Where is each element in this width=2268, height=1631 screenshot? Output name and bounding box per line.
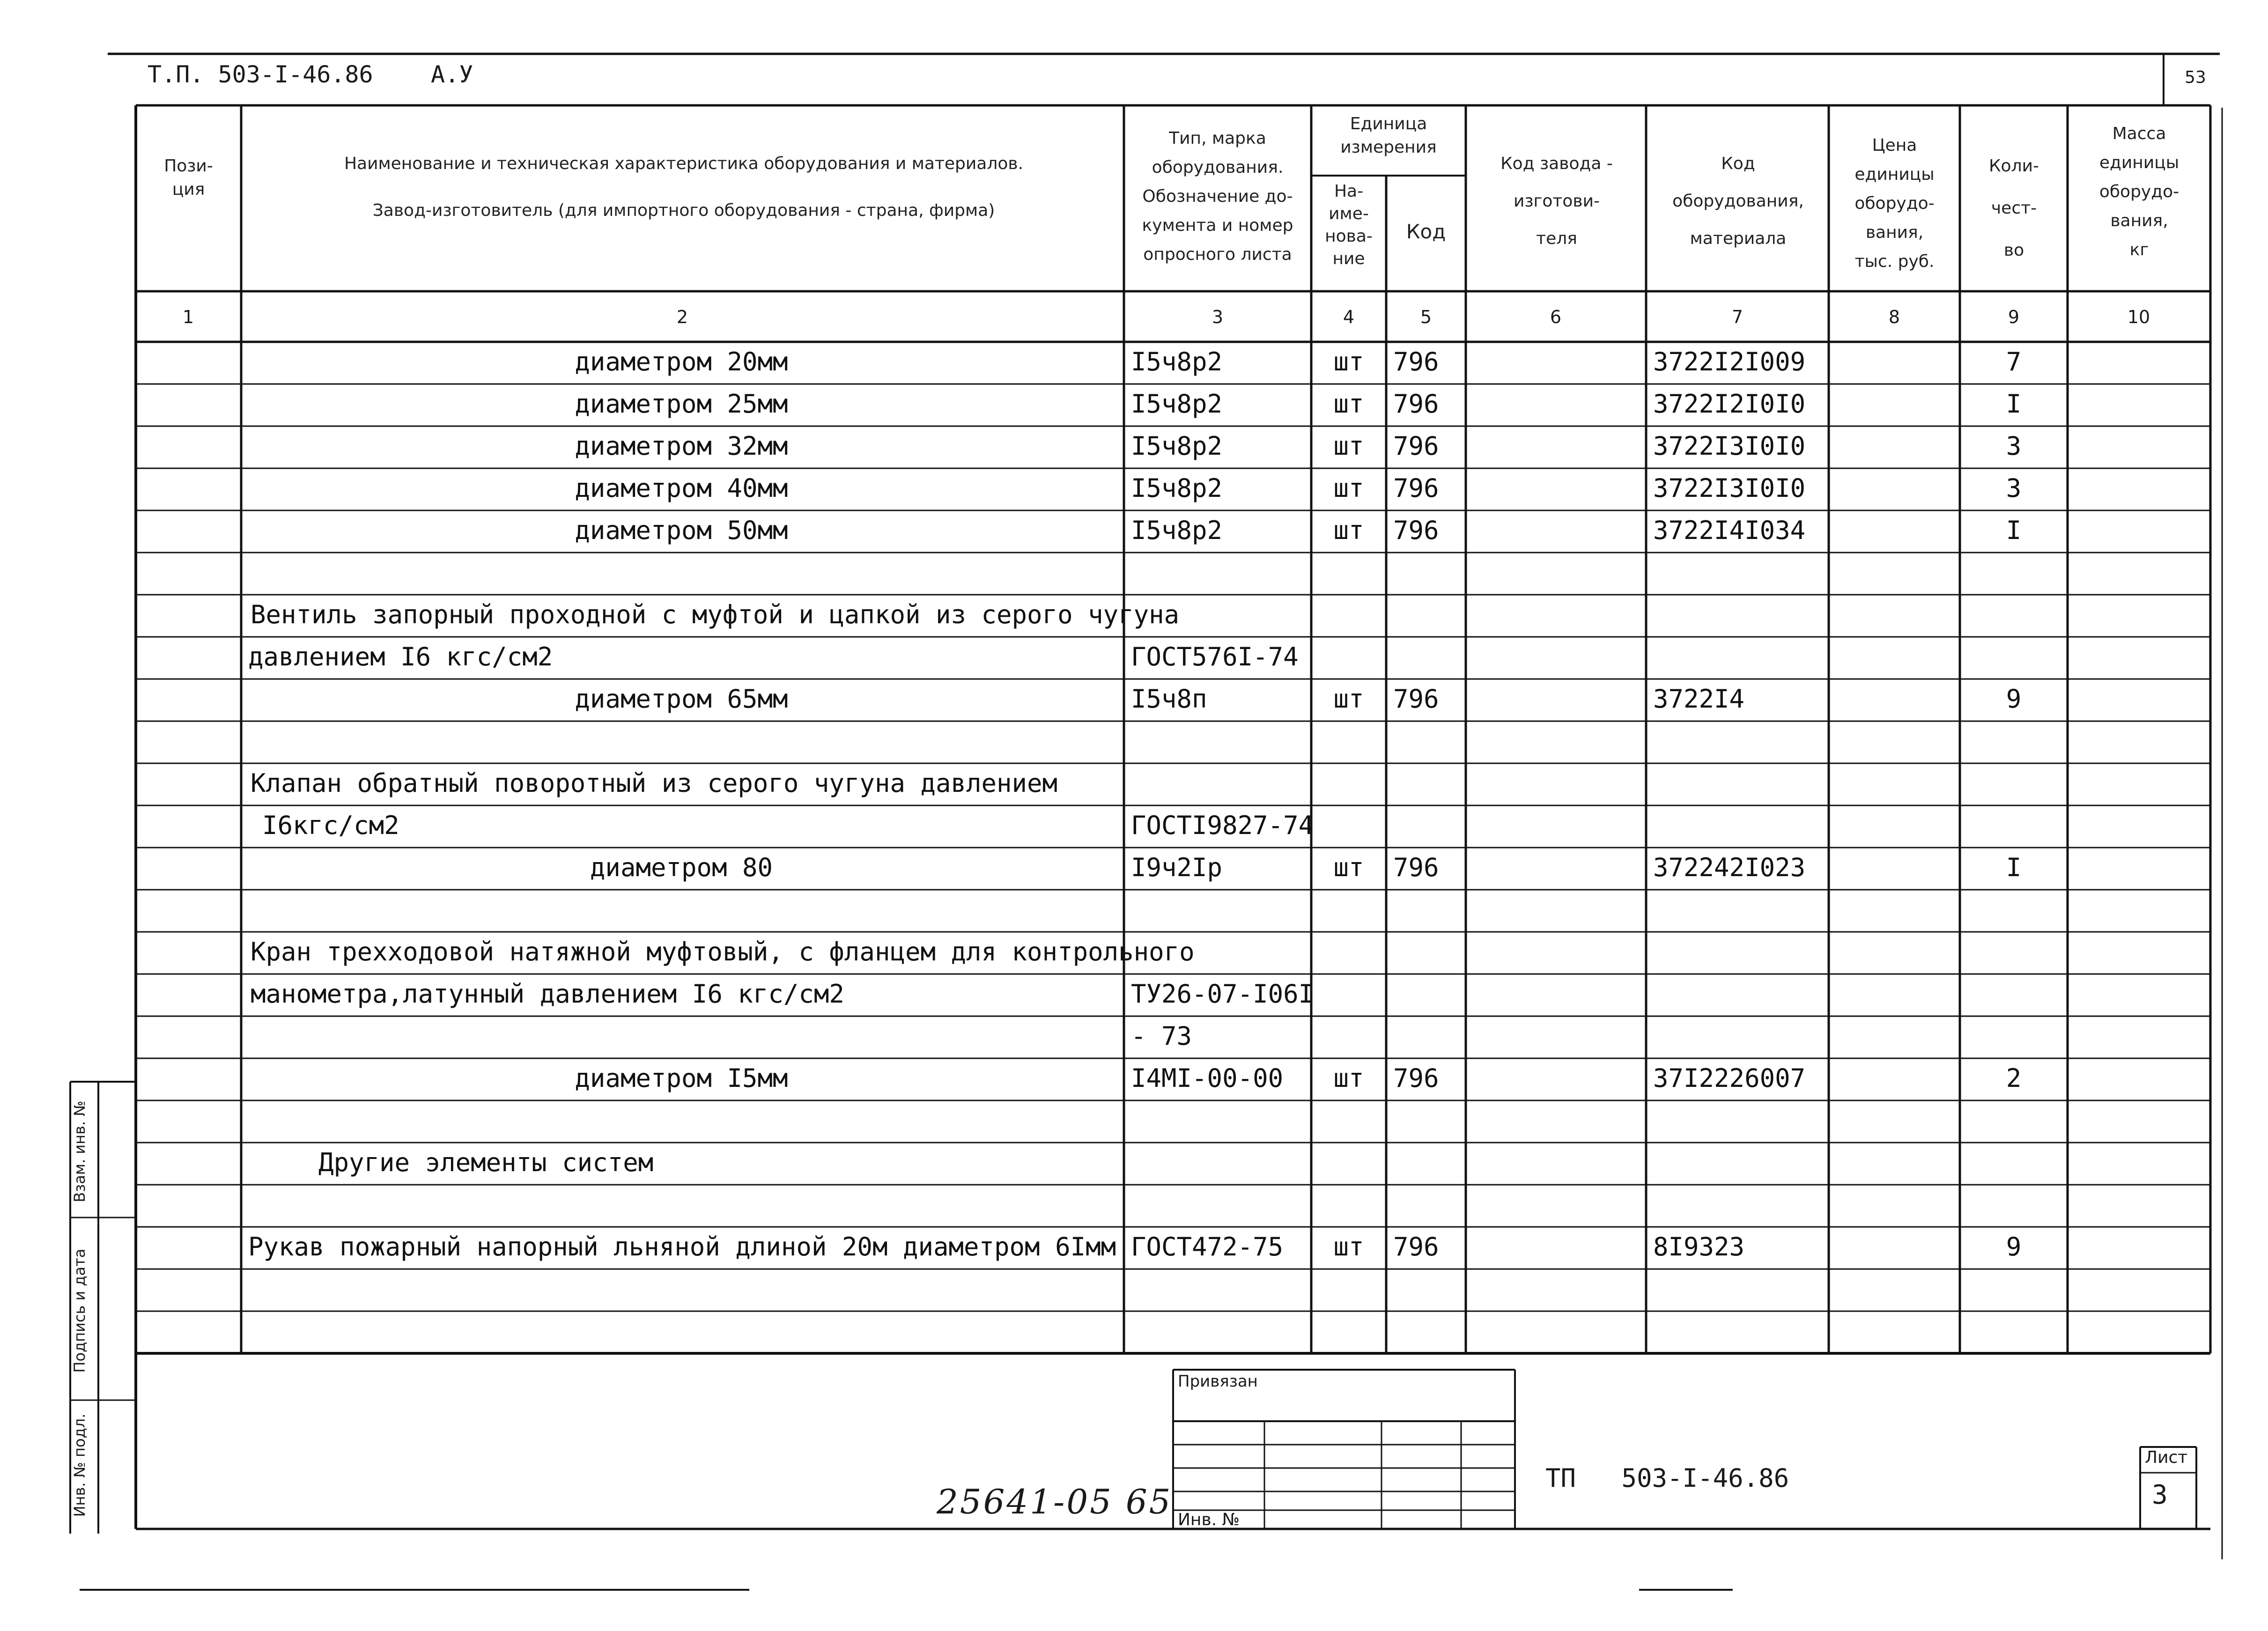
row-type: I5ч8р2	[1131, 516, 1223, 545]
row-quantity: 3	[2006, 473, 2022, 503]
row-unit-code: 796	[1393, 1232, 1439, 1262]
column-number: 10	[2127, 307, 2150, 327]
header-name-line1: Наименование и техническая характеристика оборудования и материалов.	[344, 154, 1024, 173]
handwritten-inventory-number: 25641-05 65	[937, 1482, 1173, 1521]
row-type: I4МI-00-00	[1131, 1063, 1284, 1093]
row-quantity: 2	[2006, 1063, 2022, 1093]
column-number: 1	[182, 307, 194, 327]
row-quantity: 7	[2006, 347, 2022, 376]
row-name: диаметром 40мм	[575, 473, 788, 503]
row-name: Кран трехходовой натяжной муфтовый, с фланцем для контрольного	[251, 937, 1195, 967]
stamp-doc-code: ТП 503-I-46.86	[1545, 1463, 1789, 1493]
header-mass: Масса единицы оборудо- вания, кг	[2099, 124, 2179, 259]
row-name: диаметром 32мм	[575, 431, 788, 461]
side-label-inv: Инв. № подл.	[71, 1413, 89, 1517]
column-number: 7	[1731, 307, 1743, 327]
side-label-signature: Подпись и дата	[71, 1248, 89, 1373]
header-unit-group: Единица измерения	[1340, 114, 1437, 157]
column-number: 5	[1420, 307, 1432, 327]
column-number: 4	[1343, 307, 1355, 327]
row-name: манометра,латунный давлением I6 кгс/см2	[251, 979, 844, 1009]
column-number: 9	[2008, 307, 2020, 327]
row-unit: шт	[1333, 431, 1364, 461]
row-unit: шт	[1333, 853, 1364, 882]
row-type: I5ч8р2	[1131, 473, 1223, 503]
row-type: ГОСТ576I-74	[1131, 642, 1299, 672]
page-number: 53	[2185, 68, 2206, 87]
row-quantity: 3	[2006, 431, 2022, 461]
row-equipment-code: 3722I4	[1653, 684, 1745, 714]
row-equipment-code: 8I9323	[1653, 1232, 1745, 1262]
row-name: Рукав пожарный напорный льняной длиной 20м диаметром 6Iмм	[248, 1232, 1116, 1262]
column-number: 6	[1550, 307, 1562, 327]
header-price: Цена единицы оборудо- вания, тыс. руб.	[1854, 136, 1935, 271]
stamp-sheet-label: Лист	[2145, 1448, 2188, 1467]
row-type: I9ч2Iр	[1131, 853, 1223, 882]
row-unit-code: 796	[1393, 473, 1439, 503]
row-type: ГОСТ472-75	[1131, 1232, 1284, 1262]
header-type: Тип, марка оборудования. Обозначение до- кумента и номер опросного листа	[1142, 129, 1293, 264]
album-label: А.У	[431, 61, 473, 88]
header-unit-name: На- име- нова- ние	[1325, 182, 1373, 268]
row-name: диаметром 80	[590, 853, 773, 882]
row-unit-code: 796	[1393, 1063, 1439, 1093]
row-equipment-code: 372242I023	[1653, 853, 1806, 882]
row-name: диаметром 50мм	[575, 516, 788, 545]
row-name: Другие элементы систем	[318, 1148, 654, 1177]
row-type: I5ч8п	[1131, 684, 1207, 714]
row-type: - 73	[1131, 1021, 1192, 1051]
row-equipment-code: 3722I4I034	[1653, 516, 1806, 545]
row-equipment-code: 37I2226007	[1653, 1063, 1806, 1093]
row-name: диаметром 25мм	[575, 389, 788, 419]
row-quantity: 9	[2006, 1232, 2022, 1262]
stamp-privyazan: Привязан	[1178, 1372, 1258, 1391]
row-unit-code: 796	[1393, 684, 1439, 714]
row-equipment-code: 3722I3I0I0	[1653, 473, 1806, 503]
header-unit-code: Код	[1406, 220, 1446, 243]
row-unit-code: 796	[1393, 516, 1439, 545]
row-type: I5ч8р2	[1131, 389, 1223, 419]
row-unit-code: 796	[1393, 389, 1439, 419]
row-name: диаметром 20мм	[575, 347, 788, 376]
stamp-inv-no: Инв. №	[1178, 1510, 1240, 1529]
row-type: I5ч8р2	[1131, 347, 1223, 376]
column-number: 8	[1888, 307, 1900, 327]
row-unit: шт	[1333, 389, 1364, 419]
row-name: давлением I6 кгс/см2	[248, 642, 553, 672]
side-label-replace: Взам. инв. №	[71, 1100, 89, 1203]
row-unit-code: 796	[1393, 853, 1439, 882]
header-factory-code: Код завода - изготови- теля	[1500, 154, 1613, 248]
row-unit: шт	[1333, 684, 1364, 714]
row-unit: шт	[1333, 473, 1364, 503]
row-equipment-code: 3722I2I009	[1653, 347, 1806, 376]
row-equipment-code: 3722I2I0I0	[1653, 389, 1806, 419]
header-equipment-code: Код оборудования, материала	[1672, 154, 1804, 248]
column-number: 3	[1212, 307, 1224, 327]
row-equipment-code: 3722I3I0I0	[1653, 431, 1806, 461]
row-quantity: 9	[2006, 684, 2022, 714]
header-position: Пози- ция	[164, 156, 213, 199]
row-unit-code: 796	[1393, 431, 1439, 461]
stamp-sheet-number: 3	[2152, 1480, 2168, 1510]
document-code: Т.П. 503-I-46.86	[148, 61, 373, 88]
row-name: диаметром I5мм	[575, 1063, 788, 1093]
header-quantity: Коли- чест- во	[1989, 156, 2039, 260]
row-quantity: I	[2006, 516, 2022, 545]
row-unit: шт	[1333, 1063, 1364, 1093]
row-unit: шт	[1333, 1232, 1364, 1262]
row-unit-code: 796	[1393, 347, 1439, 376]
row-unit: шт	[1333, 347, 1364, 376]
row-name: I6кгс/см2	[262, 811, 399, 840]
row-quantity: I	[2006, 853, 2022, 882]
row-type: I5ч8р2	[1131, 431, 1223, 461]
row-unit: шт	[1333, 516, 1364, 545]
column-number: 2	[676, 307, 688, 327]
row-name: Вентиль запорный проходной с муфтой и цапкой из серого чугуна	[251, 600, 1180, 629]
row-type: ТУ26-07-I06I	[1131, 979, 1314, 1009]
row-name: диаметром 65мм	[575, 684, 788, 714]
row-quantity: I	[2006, 389, 2022, 419]
header-name-line2: Завод-изготовитель (для импортного оборудования - страна, фирма)	[372, 201, 995, 220]
row-type: ГОСТI9827-74	[1131, 811, 1314, 840]
row-name: Клапан обратный поворотный из серого чугуна давлением	[251, 768, 1058, 798]
